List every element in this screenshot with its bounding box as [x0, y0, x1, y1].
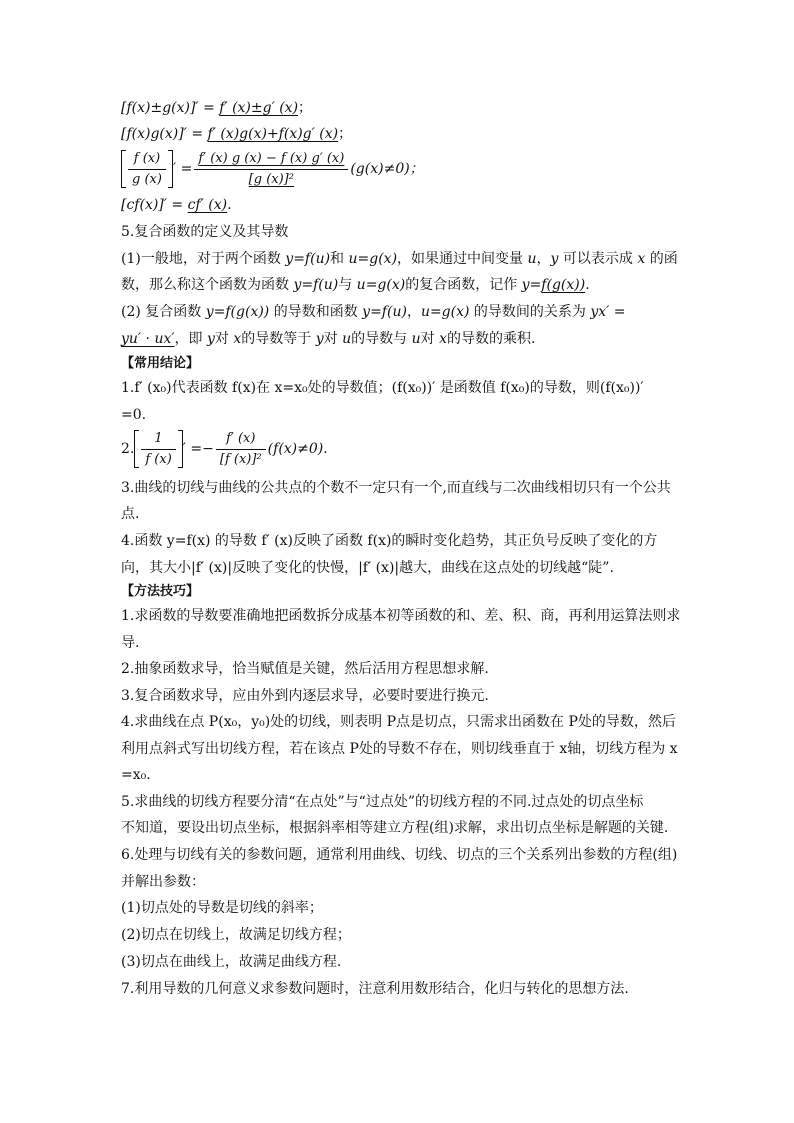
- method-1-line1: 1.求函数的导数要准确地把函数拆分成基本初等函数的和、差、积、商，再利用运算法则求: [121, 608, 681, 624]
- method-6-item-1: (1)切点处的导数是切线的斜率；: [121, 900, 323, 916]
- rule-constant-end: .: [227, 197, 232, 213]
- math-run: u=g(x): [356, 277, 406, 293]
- conclusion-2-rhs: [216, 431, 266, 468]
- section5-p2-line1: [121, 302, 681, 322]
- conclusion-4-line2: 向，其大小|f′ (x)|反映了变化的快慢，|f′ (x)|越大，曲线在这点处的切线越“陡”.: [121, 560, 614, 576]
- text-run: .: [585, 277, 590, 293]
- text-run: ，: [406, 304, 421, 320]
- section5-p1-line1: [121, 249, 681, 269]
- conclusion-2-rhs-den: [f (x)]²: [216, 449, 266, 468]
- rule-sum: [121, 98, 681, 118]
- conclusion-2-lhs: [141, 431, 175, 468]
- conclusion-4-line1: 4.函数 y=f(x) 的导数 f′ (x)反映了函数 f(x)的瞬时变化趋势，其正负号反映了变化的方: [121, 533, 658, 549]
- math-run: y: [207, 331, 215, 347]
- rule-quotient-prime: ′: [172, 161, 177, 177]
- math-run: y=f(g(x)): [205, 304, 270, 320]
- method-4-line3: =x₀.: [121, 767, 151, 783]
- method-5-line1: 5.求曲线的切线方程要分清“在点处”与“过点处”的切线方程的不同.过点处的切点坐标: [121, 794, 644, 810]
- text-run: 和: [330, 251, 349, 267]
- rule-constant-eq: =: [171, 197, 184, 213]
- conclusion-2-prefix: 2.: [121, 441, 135, 457]
- text-run: 的导数等于: [241, 331, 316, 347]
- text-run: 与: [338, 277, 357, 293]
- conclusion-1-line2: =0.: [121, 407, 147, 423]
- conclusion-3-line1: 3.曲线的切线与曲线的公共点的个数不一定只有一个,而直线与二次曲线相切只有一个公共: [121, 480, 671, 496]
- rule-product-lhs: [f(x)g(x)]′: [121, 126, 187, 142]
- method-2: 2.抽象函数求导，恰当赋值是关键，然后活用方程思想求解.: [121, 661, 489, 677]
- math-run: u: [411, 331, 421, 347]
- conclusions-heading: 【常用结论】: [121, 356, 200, 371]
- method-5-line2: 不知道，要设出切点坐标，根据斜率相等建立方程(组)求解，求出切点坐标是解题的关键.: [121, 820, 669, 836]
- math-run: y: [550, 251, 559, 267]
- rule-product-eq: =: [191, 126, 204, 142]
- math-run: u: [527, 251, 537, 267]
- rule-quotient-lhs: [128, 151, 166, 188]
- text-run: 的导数的乘积.: [446, 331, 536, 347]
- method-3: 3.复合函数求导，应由外到内逐层求导，必要时要进行换元.: [121, 688, 489, 704]
- rule-sum-eq: =: [203, 100, 215, 116]
- bracket-left: [121, 150, 126, 188]
- conclusion-2-cond: (f(x)≠0).: [267, 441, 328, 457]
- math-run: y: [315, 331, 324, 347]
- method-6-item-2: (2)切点在切线上，故满足切线方程；: [121, 927, 351, 943]
- math-run: yx′ =: [590, 304, 626, 320]
- text-run: (1)一般地，对于两个函数: [121, 251, 286, 267]
- conclusion-2-lhs-num: 1: [154, 430, 163, 446]
- text-run: 的函: [645, 251, 678, 267]
- text-run: 对: [214, 331, 234, 347]
- rule-quotient-rhs-num: f′ (x) g (x) − f (x) g′ (x): [198, 150, 345, 166]
- method-6-line2: 并解出参数：: [121, 874, 205, 890]
- math-run-underlined: yu′ · ux′: [121, 331, 175, 347]
- math-run: y=f(u): [362, 304, 407, 320]
- text-run: 对: [323, 331, 343, 347]
- text-run: ，: [536, 251, 551, 267]
- rule-sum-end: ；: [298, 100, 313, 116]
- text-run: ，如果通过中间变量: [397, 251, 528, 267]
- section5-p2-line2: [121, 329, 681, 349]
- conclusion-2-lhs-den: f (x): [141, 449, 175, 468]
- bracket-left: [134, 430, 139, 468]
- math-run-underlined: f(g(x)): [541, 277, 586, 293]
- method-1-line2: 导.: [121, 635, 140, 651]
- text-run: 的导数间的关系为: [469, 304, 591, 320]
- method-6-item-3: (3)切点在曲线上，故满足曲线方程.: [121, 954, 342, 970]
- rule-sum-rhs: f′ (x)±g′ (x): [219, 100, 299, 116]
- math-run: u=g(x): [348, 251, 398, 267]
- text-run: 的导数和函数: [269, 304, 363, 320]
- math-run: x: [637, 251, 646, 267]
- rule-product: [121, 124, 681, 144]
- method-6-line1: 6.处理与切线有关的参数问题，通常利用曲线、切线、切点的三个关系列出参数的方程(组): [121, 847, 678, 863]
- math-run: u: [342, 331, 352, 347]
- math-run: x: [439, 331, 447, 347]
- text-run: ，即: [174, 331, 207, 347]
- method-4-line1: 4.求曲线在点 P(x₀，y₀)处的切线，则表明 P点是切点，只需求出函数在 P处的导数，然后: [121, 714, 676, 730]
- rule-product-end: ；: [338, 126, 353, 142]
- math-run: y=f(u): [285, 251, 331, 267]
- conclusion-2-prime: ′: [182, 441, 186, 457]
- rule-quotient-rhs: [194, 151, 348, 188]
- methods-heading: 【方法技巧】: [121, 584, 200, 599]
- conclusion-1-line1: 1.f′ (x₀)代表函数 f(x)在 x=x₀处的导数值；(f(x₀))′ 是函数值 f(x₀)的导数，则(f(x₀))′: [121, 380, 644, 396]
- rule-product-rhs: f′ (x)g(x)+f(x)g′ (x): [207, 126, 339, 142]
- rule-quotient-eq: =: [180, 161, 193, 177]
- rule-quotient-lhs-den: g (x): [128, 169, 166, 188]
- section5-heading: 5.复合函数的定义及其导数: [121, 224, 289, 240]
- text-run: 可以表示成: [558, 251, 638, 267]
- math-run: y=f(u): [293, 277, 339, 293]
- text-run: 的复合函数，记作: [405, 277, 522, 293]
- conclusion-3-line2: 点.: [121, 506, 140, 522]
- rule-constant-rhs: cf′ (x): [187, 197, 228, 213]
- method-4-line2: 利用点斜式写出切线方程，若在该点 P处的导数不存在，则切线垂直于 x轴，切线方程为 x: [121, 741, 678, 757]
- math-run: y=: [521, 277, 542, 293]
- text-run: (2) 复合函数: [121, 304, 206, 320]
- rule-sum-lhs: [f(x)±g(x)]′: [121, 100, 199, 116]
- math-run: x: [233, 331, 242, 347]
- section5-p1-line2: [121, 275, 681, 295]
- rule-quotient-rhs-den: [g (x)]²: [194, 169, 348, 188]
- rule-quotient-lhs-num: f (x): [133, 150, 161, 166]
- conclusion-2-rhs-num: f′ (x): [226, 430, 256, 446]
- rule-constant-lhs: [cf(x)]′: [121, 197, 167, 213]
- conclusion-2-eq: =−: [190, 441, 214, 457]
- math-run: u=g(x): [420, 304, 470, 320]
- text-run: 数，那么称这个函数为函数: [121, 277, 294, 293]
- text-run: 对: [420, 331, 440, 347]
- rule-constant: [121, 195, 681, 215]
- rule-quotient-cond: (g(x)≠0)；: [350, 161, 424, 177]
- method-7: 7.利用导数的几何意义求参数问题时，注意利用数形结合，化归与转化的思想方法.: [121, 981, 629, 997]
- text-run: 的导数与: [351, 331, 412, 347]
- rule-quotient: [121, 148, 681, 190]
- conclusion-2: [121, 428, 681, 470]
